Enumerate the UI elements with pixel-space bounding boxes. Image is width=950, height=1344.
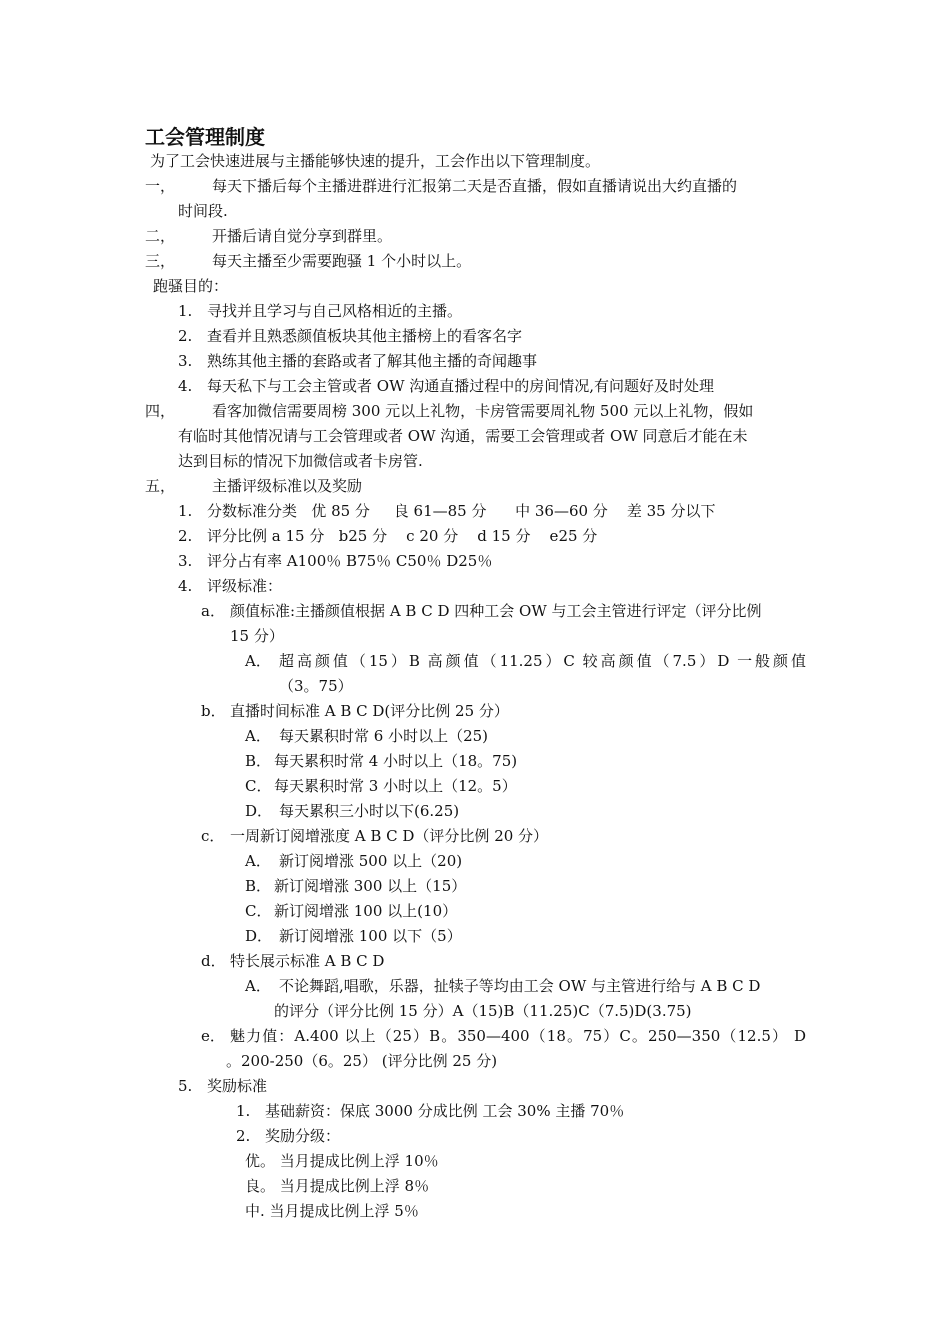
section-4-line-2: 有临时其他情况请与工会管理或者 OW 沟通，需要工会管理或者 OW 同意后才能在未 (178, 427, 748, 445)
section-1-line-1: 每天下播后每个主播进群进行汇报第二天是否直播，假如直播请说出大约直播的 (212, 177, 738, 195)
s5-item-3-text: 评分占有率 A100％ B75％ C50％ D25％ (207, 552, 493, 570)
criteria-d-sub-label: A． (245, 977, 271, 995)
criteria-d-sub-line-2: 的评分（评分比例 15 分）A（15)B（11.25)C（7.5)D(3.75) (274, 1002, 692, 1020)
s5-item-1-text: 分数标准分类 优 85 分 良 61—85 分 中 36—60 分 差 35 分以下 (207, 502, 716, 520)
criteria-a-line-1: 颜值标准:主播颜值根据 A B C D 四种工会 OW 与工会主管进行评定（评分比例 (230, 602, 762, 620)
criteria-b-item-d-text: 每天累积三小时以下(6.25) (279, 802, 460, 820)
section-2-text: 开播后请自觉分享到群里。 (212, 227, 393, 245)
criteria-e-line-1: 魅力值：A.400 以上（25）B。350—400（18。75）C。250—350（12.5） D (230, 1027, 806, 1045)
criteria-b-item-d-label: D． (245, 802, 273, 820)
section-3-label: 三， (145, 252, 176, 270)
criteria-c-item-b-text: 新订阅增涨 300 以上（15） (274, 877, 467, 895)
criteria-c-item-b-label: B． (245, 877, 272, 895)
section-4-label: 四， (145, 402, 176, 420)
s5-item-2-num: 2. (178, 527, 193, 545)
intro-paragraph: 为了工会快速进展与主播能够快速的提升，工会作出以下管理制度。 (150, 152, 601, 170)
criteria-b-item-c-text: 每天累积时常 3 小时以上（12。5） (274, 777, 517, 795)
s5-item-2-text: 评分比例 a 15 分 b25 分 c 20 分 d 15 分 e25 分 (207, 527, 598, 545)
purpose-item-1-num: 1. (178, 302, 193, 320)
criteria-b-item-a-label: A． (245, 727, 271, 745)
criteria-c-text: 一周新订阅增涨度 A B C D（评分比例 20 分） (230, 827, 549, 845)
criteria-b-item-c-label: C． (245, 777, 272, 795)
criteria-b-item-b-label: B． (245, 752, 272, 770)
section-5-label: 五， (145, 477, 176, 495)
purpose-item-2-num: 2. (178, 327, 193, 345)
criteria-a-sub-line-1: 超高颜值（15）B 高颜值（11.25）C 较高颜值（7.5）D 一般颜值 (279, 652, 806, 670)
criteria-c-item-a-label: A． (245, 852, 271, 870)
criteria-b-text: 直播时间标准 A B C D(评分比例 25 分） (230, 702, 509, 720)
section-1-line-2: 时间段. (178, 202, 228, 220)
purpose-item-1-text: 寻找并且学习与自己风格相近的主播。 (207, 302, 463, 320)
s5-item-3-num: 3. (178, 552, 193, 570)
grade-good: 良。 当月提成比例上浮 8％ (245, 1177, 430, 1195)
criteria-a-sub-label: A． (245, 652, 271, 670)
section-5-text: 主播评级标准以及奖励 (212, 477, 363, 495)
section-4-line-1: 看客加微信需要周榜 300 元以上礼物，卡房管需要周礼物 500 元以上礼物，假如 (212, 402, 754, 420)
grade-medium: 中. 当月提成比例上浮 5％ (245, 1202, 419, 1220)
criteria-c-item-a-text: 新订阅增涨 500 以上（20) (279, 852, 463, 870)
criteria-c-item-d-label: D． (245, 927, 273, 945)
criteria-c-item-c-text: 新订阅增涨 100 以上(10） (274, 902, 458, 920)
criteria-b-item-b-text: 每天累积时常 4 小时以上（18。75) (274, 752, 518, 770)
reward-item-2-text: 奖励分级： (265, 1127, 341, 1145)
s5-item-5-num: 5. (178, 1077, 193, 1095)
criteria-b-item-a-text: 每天累积时常 6 小时以上（25) (279, 727, 489, 745)
reward-item-1-num: 1. (236, 1102, 251, 1120)
criteria-e-label: e． (201, 1027, 225, 1045)
purpose-item-3-num: 3. (178, 352, 193, 370)
s5-item-5-text: 奖励标准 (207, 1077, 268, 1095)
criteria-b-label: b． (201, 702, 226, 720)
criteria-e-line-2: 。200-250（6。25） (评分比例 25 分) (226, 1052, 498, 1070)
criteria-a-sub-line-2: （3。75） (279, 677, 353, 695)
purpose-item-2-text: 查看并且熟悉颜值板块其他主播榜上的看客名字 (207, 327, 523, 345)
s5-item-4-text: 评级标准： (207, 577, 283, 595)
criteria-a-line-2: 15 分） (230, 627, 284, 645)
purpose-title: 跑骚目的： (153, 277, 229, 295)
section-3-text: 每天主播至少需要跑骚 1 个小时以上。 (212, 252, 472, 270)
document-title: 工会管理制度 (145, 125, 265, 149)
section-1-label: 一， (145, 177, 176, 195)
purpose-item-4-num: 4. (178, 377, 193, 395)
criteria-c-label: c． (201, 827, 225, 845)
criteria-d-sub-line-1: 不论舞蹈,唱歌，乐器，扯犊子等均由工会 OW 与主管进行给与 A B C D (279, 977, 761, 995)
section-4-line-3: 达到目标的情况下加微信或者卡房管. (178, 452, 423, 470)
criteria-a-label: a． (201, 602, 225, 620)
s5-item-1-num: 1. (178, 502, 193, 520)
criteria-c-item-d-text: 新订阅增涨 100 以下（5） (279, 927, 462, 945)
criteria-d-text: 特长展示标准 A B C D (230, 952, 385, 970)
criteria-d-label: d． (201, 952, 226, 970)
section-2-label: 二， (145, 227, 176, 245)
grade-excellent: 优。 当月提成比例上浮 10％ (245, 1152, 439, 1170)
purpose-item-4-text: 每天私下与工会主管或者 OW 沟通直播过程中的房间情况,有问题好及时处理 (207, 377, 715, 395)
reward-item-2-num: 2. (236, 1127, 251, 1145)
criteria-c-item-c-label: C． (245, 902, 272, 920)
s5-item-4-num: 4. (178, 577, 193, 595)
reward-item-1-text: 基础薪资：保底 3000 分成比例 工会 30% 主播 70％ (265, 1102, 625, 1120)
purpose-item-3-text: 熟练其他主播的套路或者了解其他主播的奇闻趣事 (207, 352, 538, 370)
